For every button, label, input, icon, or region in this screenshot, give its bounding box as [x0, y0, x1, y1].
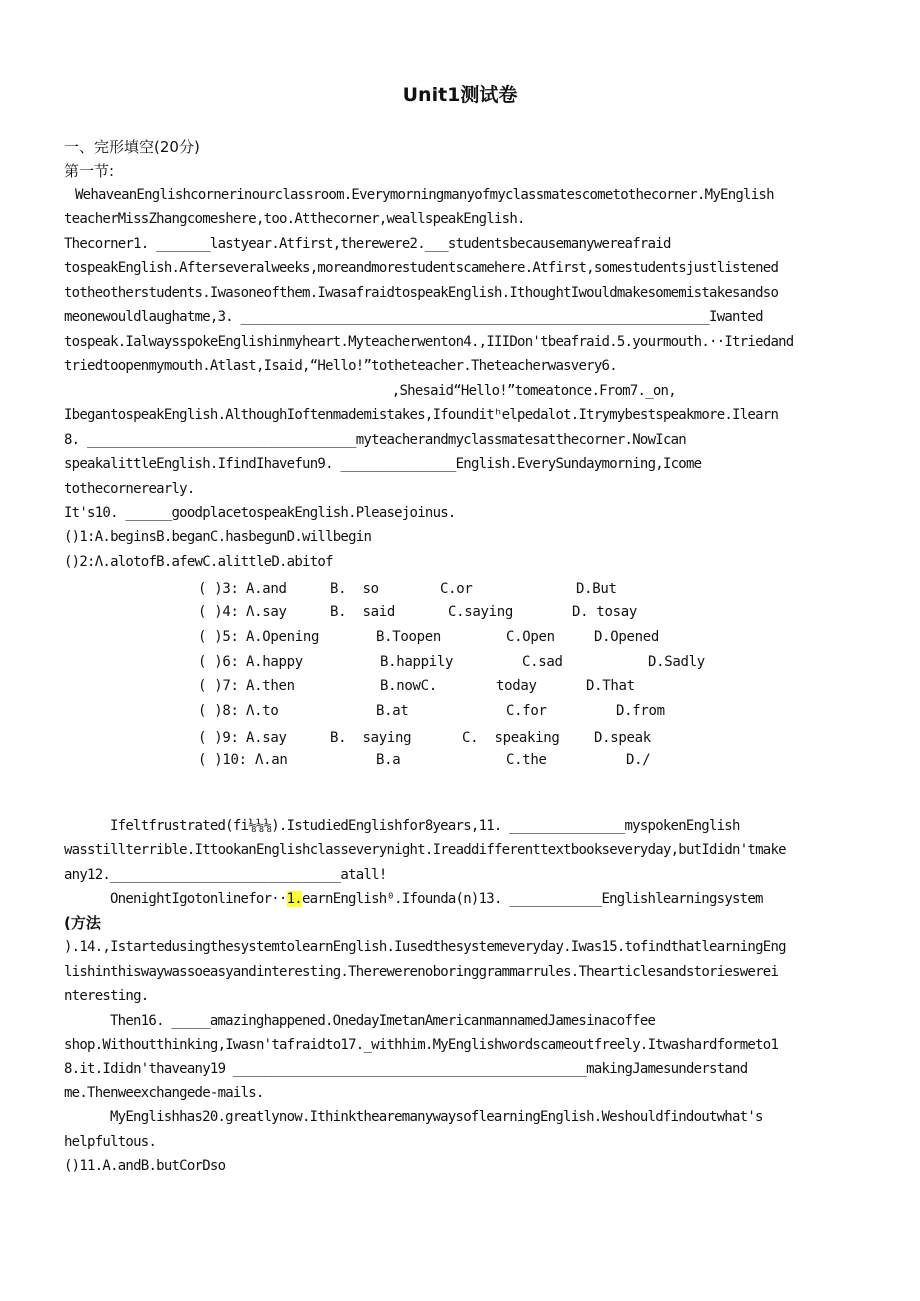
option-b: B.Toopen [376, 629, 442, 645]
option-c: C.for [506, 703, 547, 719]
passage-line: lishinthiswaywassoeasyandinteresting.Therewerenoboringgrammarrules.Thearticlesandstorieswerei [64, 964, 779, 980]
option-b: B. saying [330, 730, 412, 746]
option-d: D./ [626, 752, 651, 768]
option-c: C.sad [522, 654, 563, 670]
option-c: C.or [440, 581, 473, 597]
passage-line: It's10. ______goodplacetospeakEnglish.Pleasejoinus. [64, 505, 456, 521]
passage-line: shop.Withoutthinking,Iwasn'tafraidto17._withhim.MyEnglishwordscameoutfreely.Itwashardformeto1 [64, 1037, 779, 1053]
option-d: D.That [586, 678, 635, 694]
question-number: ( )4: [198, 604, 239, 620]
option-c: C. speaking [462, 730, 560, 746]
passage-line: WehaveanEnglishcornerinourclassroom.Everymorningmanyofmyclassmatescometothecorner.MyEnglish [75, 187, 774, 203]
passage-line: 8. ___________________________________myteacherandmyclassmatesatthecorner.NowIcan [64, 432, 686, 448]
option-c: C.saying [448, 604, 514, 620]
line-text: OnenightIgotonlinefor·· [110, 891, 287, 907]
option-a: Λ.say [246, 604, 287, 620]
passage-line: Ifeltfrustrated(fi⅛⅛⅛).IstudiedEnglishfor8years,11. _______________myspokenEnglish [110, 818, 740, 834]
option-d: D.Opened [594, 629, 660, 645]
question-11: ()11.A.andB.butCorDso [64, 1158, 226, 1174]
passage-line: teacherMissZhangcomeshere,too.Atthecorner,weallspeakEnglish. [64, 211, 525, 227]
option-c: today [496, 678, 537, 694]
option-a: A.say [246, 730, 287, 746]
question-1: ()1:A.beginsB.beganC.hasbegunD.willbegin [64, 529, 372, 545]
question-number: ( )10: [198, 752, 247, 768]
method-label: (方法 [64, 914, 101, 932]
passage-line: totheotherstudents.Iwasoneofthem.IwasafraidtospeakEnglish.IthoughtIwouldmakesomemistakesandso [64, 285, 779, 301]
line-text: earnEnglish⁰.Ifounda(n)13. ____________Englishlearningsystem [301, 891, 763, 907]
highlighted-blank: 1. [286, 891, 302, 907]
option-a: A.Opening [246, 629, 320, 645]
question-number: ( )6: [198, 654, 239, 670]
option-d: D. tosay [572, 604, 638, 620]
option-d: D.But [576, 581, 617, 597]
passage-line: MyEnglishhas20.greatlynow.IthinkthearemanywaysoflearningEnglish.Weshouldfindoutwhat's [110, 1109, 763, 1125]
question-number: ( )7: [198, 678, 239, 694]
option-a: Λ.an [255, 752, 288, 768]
page-title: Unit1测试卷 [402, 84, 518, 106]
option-d: D.Sadly [648, 654, 705, 670]
passage-line: speakalittleEnglish.IfindIhavefun9. _______________English.EverySundaymorning,Icome [64, 456, 702, 472]
option-b: B. so [330, 581, 379, 597]
option-b: B. said [330, 604, 396, 620]
passage-line: meonewouldlaughatme,3. _____________________________________________________________Iwanted [64, 309, 763, 325]
option-b: B.happily [380, 654, 454, 670]
passage-line: ).14.,IstartedusingthesystemtolearnEnglish.Iusedthesystemeveryday.Iwas15.tofindthatlearningEng [64, 939, 786, 955]
passage-line: nteresting. [64, 988, 149, 1004]
question-2: ()2:Λ.alotofB.afewC.alittleD.abitof [64, 554, 333, 570]
option-a: A.and [246, 581, 287, 597]
option-d: D.from [616, 703, 665, 719]
passage-line: ,Shesaid“Hello!”tomeatonce.From7._on, [100, 383, 676, 399]
option-c: C.Open [506, 629, 555, 645]
passage-line: IbegantospeakEnglish.AlthoughIoftenmademistakes,Ifounditʰelpedalot.Itrymybestspeakmore.Ilearn [64, 407, 779, 423]
option-a: Λ.to [246, 703, 279, 719]
passage-line: triedtoopenmymouth.Atlast,Isaid,“Hello!”totheteacher.Theteacherwasvery6. [64, 358, 617, 374]
passage-line: 8.it.Ididn'thaveany19 ______________________________________________makingJamesunderstand [64, 1061, 748, 1077]
passage-line: helpfultous. [64, 1134, 157, 1150]
passage-line: tospeakEnglish.Afterseveralweeks,moreandmorestudentscamehere.Atfirst,somestudentsjustlistened [64, 260, 779, 276]
question-number: ( )9: [198, 730, 239, 746]
passage-line: Then16. _____amazinghappened.OnedayImetanAmericanmannamedJamesinacoffee [110, 1013, 656, 1029]
option-a: A.then [246, 678, 295, 694]
passage-line: wasstillterrible.IttookanEnglishclasseverynight.Ireaddifferenttextbookseveryday,butIdidn'tmake [64, 842, 786, 858]
passage-line: me.Thenweexchangede-mails. [64, 1085, 264, 1101]
question-number: ( )8: [198, 703, 239, 719]
option-d: D.speak [594, 730, 651, 746]
passage-line: tothecornerearly. [64, 481, 195, 497]
section-heading: 一、完形填空(20分) [64, 138, 200, 156]
option-c: C.the [506, 752, 547, 768]
option-b: B.a [376, 752, 401, 768]
passage-line: tospeak.IalwaysspokeEnglishinmyheart.Myteacherwenton4.,IIIDon'tbeafraid.5.yourmouth.··Itriedand [64, 334, 794, 350]
part-label: 第一节: [64, 162, 115, 180]
passage-line [110, 890, 763, 908]
question-number: ( )3: [198, 581, 239, 597]
passage-line: Thecorner1. _______lastyear.Atfirst,therewere2.___studentsbecausemanywereafraid [64, 236, 671, 252]
option-b: B.nowC. [380, 678, 437, 694]
question-number: ( )5: [198, 629, 239, 645]
option-a: A.happy [246, 654, 303, 670]
option-b: B.at [376, 703, 409, 719]
passage-line: any12.______________________________atall! [64, 867, 387, 883]
